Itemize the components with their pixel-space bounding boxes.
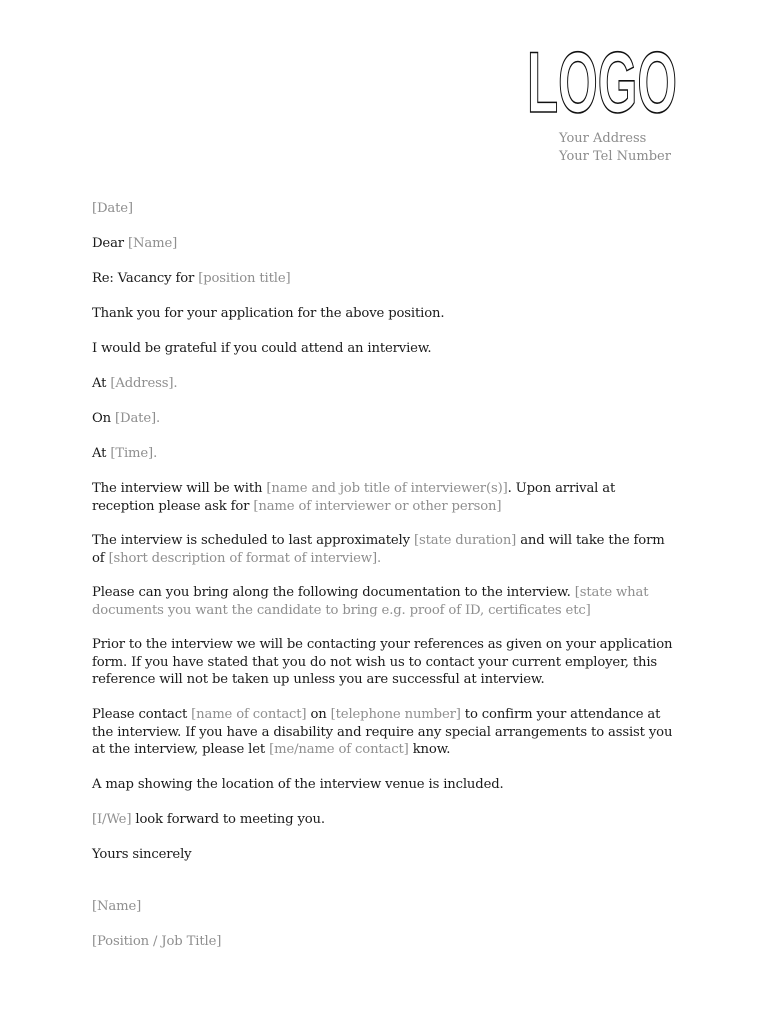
subject-position: [position title]: [198, 271, 291, 286]
time-value: [Time]: [110, 446, 154, 461]
paragraph-invite: I would be grateful if you could attend an interview.: [92, 341, 432, 356]
company-logo: [524, 35, 680, 131]
paragraph-thanks: Thank you for your application for the above position.: [92, 306, 445, 321]
subject-prefix: Re: Vacancy for: [92, 271, 199, 286]
sender-tel: Your Tel Number: [559, 149, 671, 164]
date-label: On: [92, 411, 116, 426]
salutation: [92, 235, 677, 253]
contact-text-1: Please contact: [92, 707, 192, 722]
paragraph-map: A map showing the location of the interview venue is included.: [92, 777, 504, 792]
paragraph-references: Prior to the interview we will be contacting your references as given on your application form. If you have stated that you do not wish us to contact your current employer, this reference will not be taken up unless you are successful at interview.: [92, 637, 673, 687]
interview-date: On [Date].: [92, 411, 161, 426]
time-label: At: [92, 446, 111, 461]
interview-time: At [Time].: [92, 446, 158, 461]
contact-text-4: know.: [408, 742, 451, 757]
reception-contact-placeholder: [name of interviewer or other person]: [253, 498, 502, 514]
signature-name: [92, 898, 677, 916]
look-forward-text: look forward to meeting you.: [131, 812, 325, 827]
paragraph-interviewer: [92, 480, 677, 515]
address-label: At: [92, 376, 111, 391]
signature-title-placeholder: [Position / Job Title]: [92, 934, 222, 949]
duration-placeholder: [state duration]: [413, 533, 517, 548]
paragraph-look-forward: [92, 811, 677, 829]
interview-address: At [Address].: [92, 376, 178, 391]
contact-text-3: to confirm your attendance at the interview. If you have a disability and require any special arrangements to assist you at the interview, please let: [92, 707, 673, 757]
interviewer-text-2: . Upon arrival at reception please ask for: [92, 481, 616, 514]
letter-date: [92, 200, 677, 218]
paragraph-contact: [92, 706, 677, 759]
sender-address: Your Address: [559, 131, 647, 146]
contact-name-placeholder: [name of contact]: [191, 707, 307, 722]
interviewer-text-1: The interview will be with: [92, 481, 267, 496]
paragraph-documents: [92, 584, 677, 619]
documents-text: Please can you bring along the following documentation to the interview.: [92, 585, 575, 600]
interviewer-placeholder: [name and job title of interviewer(s)]: [266, 481, 508, 496]
salutation-text: Dear: [92, 236, 128, 251]
signature-name-placeholder: [Name]: [92, 899, 142, 914]
logo-text: LOGO: [527, 35, 677, 131]
date-placeholder: [Date]: [92, 201, 133, 216]
schedule-text-2: and will take the form of: [92, 533, 665, 566]
sender-details: [559, 130, 671, 166]
schedule-text-1: The interview is scheduled to last approximately: [92, 533, 414, 548]
format-placeholder: [short description of format of interview]: [108, 550, 377, 566]
closing: Yours sincerely: [92, 847, 192, 862]
telephone-placeholder: [telephone number]: [330, 707, 461, 722]
salutation-name: [Name]: [128, 236, 178, 251]
contact-person-placeholder: [me/name of contact]: [269, 742, 409, 757]
paragraph-schedule: The interview is scheduled to last approximately [state duration] and will take the form of [short description of format of interview].: [92, 533, 665, 566]
contact-text-2: on: [306, 707, 331, 722]
signature-title: [92, 933, 677, 951]
subject-line: [92, 270, 677, 288]
documents-placeholder: [state what documents you want the candidate to bring e.g. proof of ID, certificates etc]: [92, 585, 649, 618]
address-placeholder: [Address]: [110, 376, 174, 391]
date-value: [Date]: [115, 411, 156, 426]
sender-pronoun-placeholder: [I/We]: [92, 812, 132, 827]
